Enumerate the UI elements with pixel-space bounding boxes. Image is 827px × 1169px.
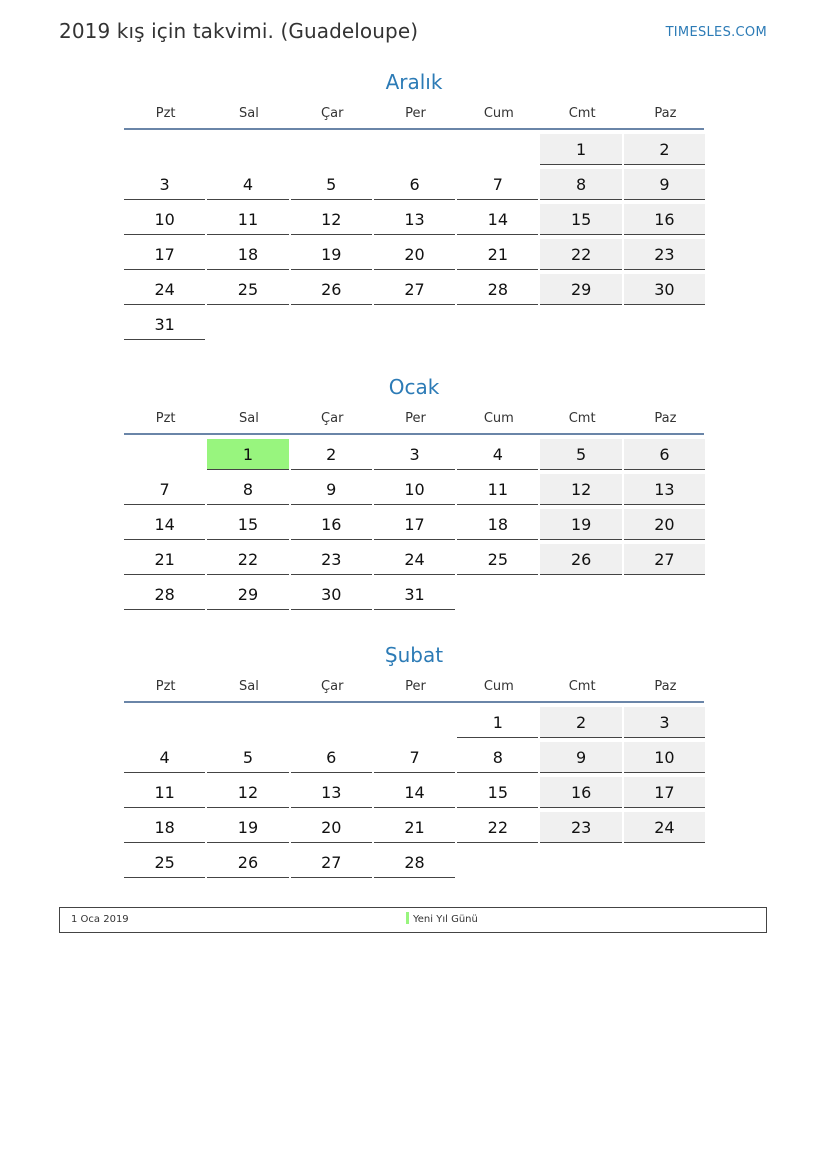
empty-day-cell (124, 439, 207, 474)
day-cell: 12 (207, 777, 288, 808)
day-cell: 8 (207, 474, 288, 505)
day-cell: 11 (124, 777, 205, 808)
day-cell: 12 (291, 204, 372, 235)
day-cell: 14 (374, 777, 455, 808)
weekday-label: Paz (654, 679, 677, 694)
weekday-header (124, 411, 704, 435)
day-cell: 26 (291, 274, 372, 305)
day-cell: 1 (540, 134, 621, 165)
day-cell: 20 (624, 509, 705, 540)
day-cell: 13 (374, 204, 455, 235)
day-cell: 20 (291, 812, 372, 843)
day-cell: 10 (374, 474, 455, 505)
day-cell: 26 (540, 544, 621, 575)
day-cell: 27 (291, 847, 372, 878)
month-february (124, 643, 704, 882)
day-cell: 27 (624, 544, 705, 575)
day-cell: 2 (540, 707, 621, 738)
empty-day-cell (374, 134, 457, 169)
day-cell: 4 (457, 439, 538, 470)
day-cell: 22 (540, 239, 621, 270)
month-title: Ocak (388, 375, 440, 399)
day-cell: 5 (540, 439, 621, 470)
month-december (124, 70, 704, 344)
weekday-label: Cmt (568, 106, 596, 121)
empty-day-cell (291, 707, 374, 742)
day-cell: 10 (124, 204, 205, 235)
day-cell: 27 (374, 274, 455, 305)
day-cell: 19 (291, 239, 372, 270)
day-cell: 5 (291, 169, 372, 200)
weekday-label: Pzt (155, 411, 176, 426)
day-cell: 9 (624, 169, 705, 200)
day-cell: 19 (540, 509, 621, 540)
day-cell: 7 (124, 474, 205, 505)
day-cell: 15 (457, 777, 538, 808)
day-cell: 6 (291, 742, 372, 773)
brand-link[interactable]: TIMESLES.COM (665, 25, 767, 40)
day-cell: 28 (457, 274, 538, 305)
day-cell: 29 (540, 274, 621, 305)
day-cell: 14 (457, 204, 538, 235)
day-cell: 3 (374, 439, 455, 470)
day-cell: 16 (540, 777, 621, 808)
day-cell: 31 (124, 309, 205, 340)
day-cell: 28 (124, 579, 205, 610)
day-cell: 6 (374, 169, 455, 200)
day-cell: 26 (207, 847, 288, 878)
days-grid (124, 134, 704, 344)
day-cell: 25 (207, 274, 288, 305)
weekday-label: Cum (483, 679, 514, 694)
day-cell: 17 (624, 777, 705, 808)
weekday-label: Sal (239, 106, 259, 121)
day-cell: 18 (207, 239, 288, 270)
day-cell: 29 (207, 579, 288, 610)
day-cell: 21 (374, 812, 455, 843)
weekday-label: Cmt (568, 411, 596, 426)
day-cell: 4 (207, 169, 288, 200)
legend-holiday-name: Yeni Yıl Günü (413, 914, 478, 925)
empty-day-cell (207, 134, 290, 169)
empty-day-cell (207, 707, 290, 742)
day-cell: 17 (374, 509, 455, 540)
month-title: Aralık (385, 70, 443, 94)
day-cell: 8 (457, 742, 538, 773)
days-grid (124, 707, 704, 882)
day-cell: 4 (124, 742, 205, 773)
day-cell: 23 (540, 812, 621, 843)
day-cell: 13 (624, 474, 705, 505)
weekday-label: Per (405, 411, 426, 426)
month-january (124, 375, 704, 614)
empty-day-cell (374, 707, 457, 742)
weekday-label: Per (405, 106, 426, 121)
weekday-header (124, 106, 704, 130)
empty-day-cell (124, 134, 207, 169)
holiday-day-cell: 1 (207, 439, 288, 470)
day-cell: 25 (124, 847, 205, 878)
day-cell: 22 (457, 812, 538, 843)
day-cell: 2 (624, 134, 705, 165)
day-cell: 19 (207, 812, 288, 843)
legend-date: 1 Oca 2019 (71, 914, 129, 925)
weekday-label: Cum (483, 106, 514, 121)
weekday-label: Çar (321, 106, 344, 121)
day-cell: 9 (540, 742, 621, 773)
day-cell: 17 (124, 239, 205, 270)
weekday-header (124, 679, 704, 703)
day-cell: 21 (124, 544, 205, 575)
weekday-label: Çar (321, 411, 344, 426)
weekday-label: Sal (239, 411, 259, 426)
day-cell: 22 (207, 544, 288, 575)
day-cell: 25 (457, 544, 538, 575)
day-cell: 15 (540, 204, 621, 235)
day-cell: 11 (207, 204, 288, 235)
day-cell: 31 (374, 579, 455, 610)
day-cell: 30 (624, 274, 705, 305)
day-cell: 20 (374, 239, 455, 270)
day-cell: 18 (457, 509, 538, 540)
day-cell: 3 (624, 707, 705, 738)
day-cell: 10 (624, 742, 705, 773)
day-cell: 14 (124, 509, 205, 540)
day-cell: 7 (374, 742, 455, 773)
day-cell: 5 (207, 742, 288, 773)
day-cell: 6 (624, 439, 705, 470)
weekday-label: Çar (321, 679, 344, 694)
weekday-label: Cmt (568, 679, 596, 694)
day-cell: 16 (291, 509, 372, 540)
day-cell: 2 (291, 439, 372, 470)
weekday-label: Paz (654, 411, 677, 426)
empty-day-cell (291, 134, 374, 169)
weekday-label: Cum (483, 411, 514, 426)
day-cell: 21 (457, 239, 538, 270)
day-cell: 24 (624, 812, 705, 843)
day-cell: 7 (457, 169, 538, 200)
days-grid (124, 439, 704, 614)
day-cell: 24 (374, 544, 455, 575)
day-cell: 8 (540, 169, 621, 200)
month-title: Şubat (384, 643, 444, 667)
day-cell: 11 (457, 474, 538, 505)
empty-day-cell (457, 134, 540, 169)
day-cell: 30 (291, 579, 372, 610)
weekday-label: Per (405, 679, 426, 694)
weekday-label: Paz (654, 106, 677, 121)
day-cell: 1 (457, 707, 538, 738)
day-cell: 13 (291, 777, 372, 808)
day-cell: 18 (124, 812, 205, 843)
day-cell: 15 (207, 509, 288, 540)
day-cell: 28 (374, 847, 455, 878)
weekday-label: Pzt (155, 679, 176, 694)
weekday-label: Sal (239, 679, 259, 694)
day-cell: 16 (624, 204, 705, 235)
day-cell: 3 (124, 169, 205, 200)
empty-day-cell (124, 707, 207, 742)
page-title: 2019 kış için takvimi. (Guadeloupe) (59, 19, 419, 43)
day-cell: 9 (291, 474, 372, 505)
holiday-legend (59, 907, 767, 933)
weekday-label: Pzt (155, 106, 176, 121)
day-cell: 23 (624, 239, 705, 270)
day-cell: 24 (124, 274, 205, 305)
legend-color-swatch (406, 912, 409, 924)
day-cell: 12 (540, 474, 621, 505)
day-cell: 23 (291, 544, 372, 575)
